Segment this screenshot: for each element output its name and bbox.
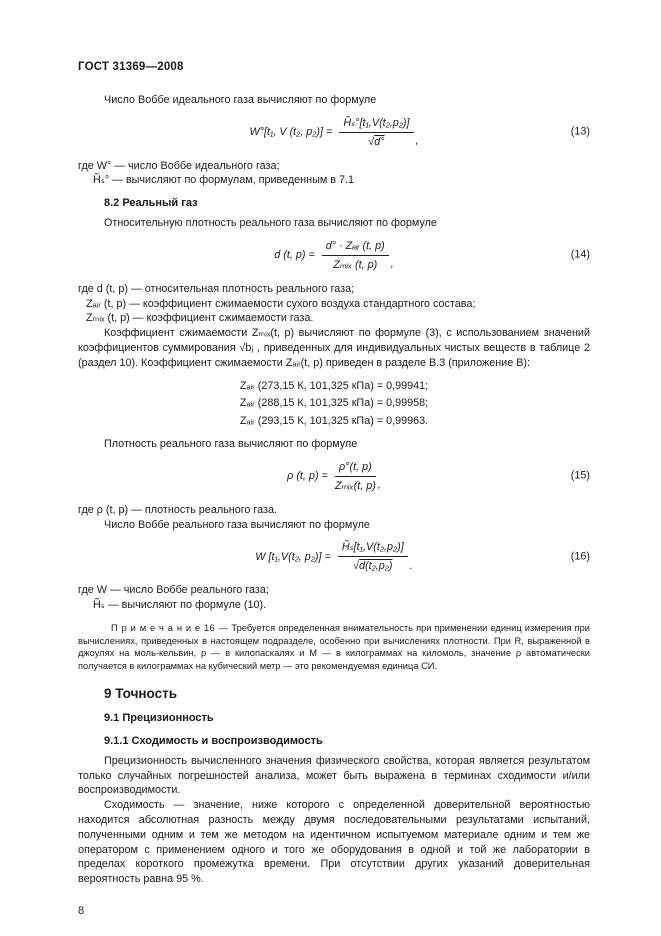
heading-9-1: 9.1 Прецизионность	[104, 712, 214, 725]
radical-sign: √	[368, 135, 375, 148]
where-16-line-2: H̃ₛ — вычисляют по формуле (10).	[93, 599, 267, 612]
formula-15-body	[287, 460, 381, 493]
paragraph-repeatability: Сходимость — значение, ниже которого с определенной доверительной вероятностью находится абсолютная разность между двумя последовательными результатами испытаний, полученными одним и тем же методом на идентичном испытуемом материале одним и тем же оператором с применением одного и того же оборудования в одной и той же лаборатории в пределах короткого промежутка времени. При отсутствии других указаний доверительная вероятность равна 95 %.	[78, 799, 590, 886]
formula-16-radicand: d(t₂,p₂)	[359, 560, 393, 573]
paragraph-rel-density: Относительную плотность реального газа вычисляют по формуле	[104, 216, 437, 229]
note-16-text: Требуется определенная внимательность при применении единиц измерения при вычислениях, приведенных в настоящем подразделе, особенно при вычислениях плотности. При R, выраженной в джоулях на моль-кельвин, p — в килопаскалях и M — в килограммах на киломоль, значение ρ автоматически получается в килограммах на кубический метр — это рекомендуемая единица СИ.	[78, 623, 590, 671]
formula-14-numerator: d° · Zₐᵢᵣ (t, p)	[322, 239, 389, 256]
formula-14-lhs: d (t, p) =	[274, 248, 315, 261]
zair-value-273: Zₐᵢᵣ (273,15 К, 101,325 кПа) = 0,99941;	[239, 379, 429, 392]
formula-13-radicand: d°	[374, 135, 385, 148]
formula-15	[78, 460, 590, 493]
where-13-line-2: H̃ₛ° — вычисляют по формулам, приведенным в 7.1	[93, 174, 355, 187]
doc-code: ГОСТ 31369—2008	[78, 61, 184, 73]
formula-16-body	[255, 540, 412, 573]
where-14-line-1: где d (t, p) — относительная плотность реального газа;	[78, 282, 355, 295]
where-16-line-1: где W — число Воббе реального газа;	[78, 584, 269, 597]
page-content	[78, 60, 590, 919]
formula-15-tail: ,	[377, 479, 381, 492]
equation-number-15: (15)	[570, 469, 590, 482]
formula-13-denominator	[339, 133, 413, 149]
heading-9-1-1: 9.1.1 Сходимость и воспроизводимость	[104, 735, 323, 748]
where-14-line-2: Zₐᵢᵣ (t, p) — коэффициент сжимаемости сухого воздуха стандартного состава;	[86, 297, 476, 310]
formula-14-denominator: Zₘᵢₓ (t, p)	[333, 258, 378, 271]
formula-13	[78, 116, 590, 149]
note-16	[78, 622, 590, 672]
formula-16	[78, 540, 590, 573]
formula-13-numerator: H̃ₛ°[t₁,V(t₂,p₂)]	[339, 116, 413, 133]
formula-13-tail: ,	[415, 134, 419, 147]
heading-8-2: 8.2 Реальный газ	[104, 197, 198, 210]
equation-number-13: (13)	[570, 125, 590, 138]
note-16-label: П р и м е ч а н и е 16 —	[111, 623, 229, 634]
formula-16-denominator	[338, 557, 408, 573]
paragraph-wobbe-ideal: Число Воббе идеального газа вычисляют по формуле	[104, 93, 377, 106]
radical-sign: √	[353, 560, 360, 573]
formula-13-lhs: W°[t₁, V (t₂, p₂)] =	[249, 125, 333, 138]
equation-number-14: (14)	[570, 248, 590, 261]
zair-value-293: Zₐᵢᵣ (293,15 К, 101,325 кПа) = 0,99963.	[239, 414, 429, 427]
paragraph-zmix: Коэффициент сжимаемости Zₘᵢₓ(t, p) вычисляют по формуле (3), с использованием значений коэффициентов суммирования √bⱼ , приведенных для индивидуальных чистых веществ в таблице 2 (раздел 10). Коэффициент сжимаемости Zₐᵢᵣ(t, p) приведен в разделе В.3 (приложение В):	[78, 327, 590, 369]
formula-13-body	[249, 116, 418, 149]
formula-15-lhs: ρ (t, p) =	[287, 469, 328, 482]
formula-16-lhs: W [t₁,V(t₂, p₂)] =	[255, 550, 331, 563]
formula-14-tail: ,	[390, 257, 394, 270]
where-13-line-1: где W° — число Воббе идеального газа;	[78, 159, 280, 172]
document-header	[78, 60, 590, 75]
formula-14	[78, 239, 590, 272]
formula-15-numerator: ρ°(t, p)	[335, 460, 376, 477]
paragraph-density: Плотность реального газа вычисляют по формуле	[104, 438, 358, 451]
formula-16-fraction	[338, 540, 408, 573]
zair-value-288: Zₐᵢᵣ (288,15 К, 101,325 кПа) = 0,99958;	[239, 397, 429, 410]
page-number: 8	[78, 904, 85, 917]
where-14-line-3: Zₘᵢₓ (t, p) — коэффициент сжимаемости газа.	[86, 312, 314, 325]
formula-15-fraction	[335, 460, 376, 493]
paragraph-wobbe-real: Число Воббе реального газа вычисляют по формуле	[104, 518, 370, 531]
paragraph-precision: Прецизионность вычисленного значения физического свойства, которая является результатом только случайных погрешностей анализа, может быть выражена в терминах сходимости и/или воспроизводимости.	[78, 754, 590, 797]
formula-15-denominator: Zₘᵢₓ(t, p)	[334, 479, 376, 492]
heading-9: 9 Точность	[104, 686, 178, 702]
formula-16-numerator: H̃ₛ[t₁,V(t₂,p₂)]	[338, 540, 408, 557]
formula-13-fraction	[339, 116, 413, 149]
formula-14-body	[274, 239, 394, 272]
formula-14-fraction	[322, 239, 389, 272]
zair-values	[78, 378, 590, 431]
equation-number-16: (16)	[570, 550, 590, 563]
where-15-line-1: где ρ (t, p) — плотность реального газа.	[78, 503, 277, 516]
formula-16-tail: .	[409, 559, 413, 572]
